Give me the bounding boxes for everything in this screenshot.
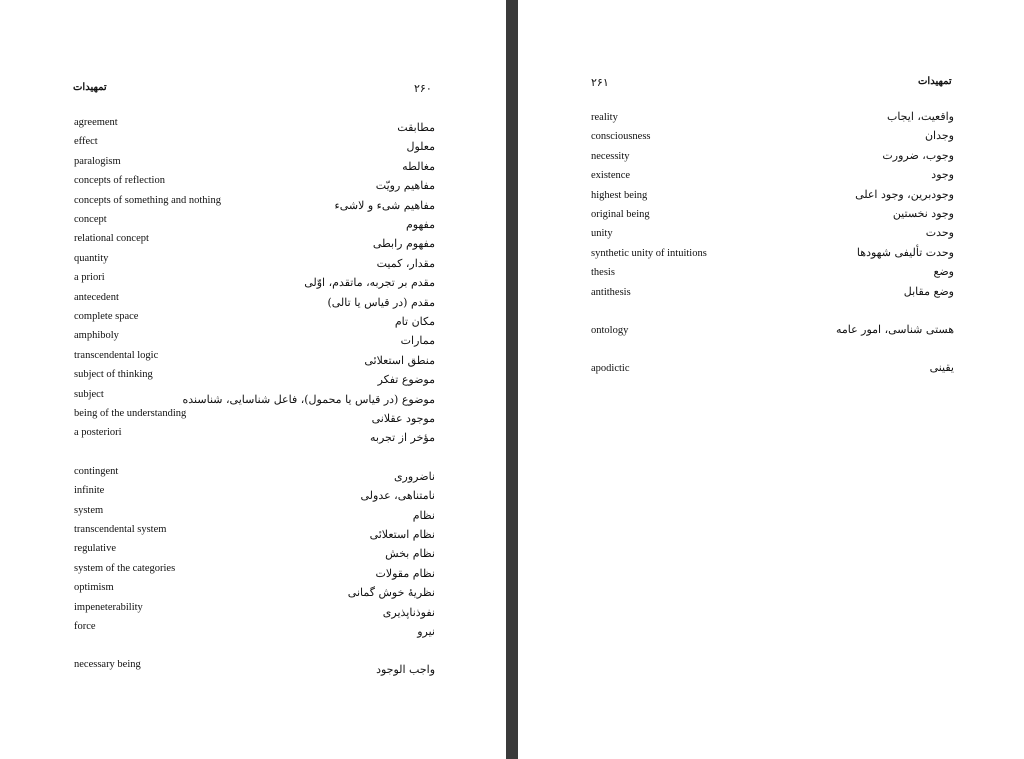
glossary-entry [0, 524, 506, 543]
glossary-entry [0, 563, 506, 582]
persian-term: نفوذناپذیری [382, 605, 435, 619]
persian-term: مؤخر از تجربه [370, 431, 435, 445]
english-term: reality [591, 112, 618, 123]
glossary-entry [0, 233, 506, 252]
english-term: being of the understanding [74, 408, 187, 419]
english-term: subject of thinking [74, 369, 153, 381]
glossary-entry [0, 253, 506, 272]
english-term: transcendental system [74, 524, 167, 535]
glossary-entry [0, 292, 506, 311]
glossary-entry [518, 284, 1024, 306]
persian-term: هستی شناسی، امور عامه [835, 323, 954, 336]
glossary-entry [0, 175, 506, 194]
persian-term: وحدت تألیفی شهودها [856, 245, 954, 259]
persian-term: وضع مقابل [903, 284, 954, 298]
persian-term: وجودبرین، وجود اعلی [855, 187, 954, 201]
glossary-entry [518, 112, 1024, 131]
persian-term: موضوع تفکر [377, 373, 435, 387]
english-term: infinite [74, 485, 105, 497]
english-term: subject [74, 388, 104, 400]
english-term: apodictic [591, 363, 630, 375]
persian-term: ممارات [400, 334, 435, 348]
glossary-entry [0, 214, 506, 233]
glossary-entry [518, 170, 1024, 189]
glossary-entry [518, 363, 1024, 382]
glossary-entry [0, 389, 506, 408]
persian-term: ناضروری [393, 469, 435, 483]
persian-term: نظام [412, 508, 435, 522]
left-running-title: تمهیدات [73, 82, 107, 93]
persian-term: وضع [933, 265, 954, 279]
glossary-entry [0, 621, 506, 640]
english-term: thesis [591, 267, 615, 279]
english-term: a posteriori [74, 427, 122, 439]
persian-term: واقعیت، ایجاب [886, 110, 954, 123]
glossary-entry [0, 602, 506, 621]
glossary-entry [518, 325, 1024, 344]
glossary-entry [518, 245, 1024, 267]
persian-term: مغالطه [402, 159, 435, 173]
english-term: antithesis [591, 286, 631, 298]
english-term: complete space [74, 311, 139, 322]
persian-term: منطق استعلائی [364, 353, 435, 367]
glossary-entry [518, 267, 1024, 286]
english-term: necessity [591, 150, 630, 162]
english-term: synthetic unity of intuitions [591, 247, 707, 259]
persian-term: موضوع (در قیاس یا محمول)، فاعل شناسایی، شناسنده [182, 392, 435, 406]
english-term: system [74, 504, 104, 516]
persian-term: وجود [931, 168, 954, 182]
glossary-entry [518, 228, 1024, 247]
persian-term: یقینی [929, 361, 954, 375]
english-term: agreement [74, 117, 118, 128]
persian-term: واجب الوجود [376, 663, 435, 677]
english-term: antecedent [74, 291, 119, 303]
english-term: contingent [74, 465, 119, 477]
english-term: effect [74, 136, 98, 148]
persian-term: مطابقت [397, 121, 435, 134]
english-term: system of the categories [74, 562, 176, 574]
glossary-entry [0, 369, 506, 388]
glossary-entry [0, 311, 506, 330]
glossary-entry [0, 582, 506, 601]
glossary-entry [518, 187, 1024, 209]
glossary-entry [0, 330, 506, 349]
book-gutter [506, 0, 518, 759]
persian-term: مقدم (در قیاس یا تالی) [327, 295, 435, 309]
glossary-entry [518, 209, 1024, 228]
english-term: optimism [74, 582, 114, 594]
glossary-entry [518, 131, 1024, 150]
persian-term: مفاهیم شیء و لاشیء [334, 198, 435, 212]
english-term: regulative [74, 543, 116, 555]
persian-term: مقدم بر تجربه، ماتقدم، اوّلی [304, 276, 435, 290]
right-page-number: ۲۶۱ [591, 76, 609, 89]
english-term: concept [74, 214, 107, 225]
english-term: a priori [74, 272, 105, 284]
glossary-entry [0, 485, 506, 504]
glossary-entry [0, 659, 506, 678]
english-term: existence [591, 170, 631, 182]
persian-term: وجدان [924, 129, 954, 143]
glossary-entry [0, 136, 506, 155]
left-page [0, 0, 506, 759]
english-term: highest being [591, 189, 648, 201]
persian-term: نظام بخش [385, 547, 435, 561]
right-running-title: تمهیدات [918, 76, 952, 87]
persian-term: وجوب، ضرورت [882, 148, 954, 162]
left-page-number: ۲۶۰ [414, 82, 432, 95]
english-term: force [74, 621, 96, 632]
english-term: ontology [591, 325, 629, 336]
persian-term: نامتناهی، عدولی [360, 489, 435, 503]
persian-term: مفاهیم رویّت [375, 179, 435, 193]
persian-term: معلول [406, 140, 435, 154]
persian-term: نظریهٔ خوش گمانی [347, 586, 435, 600]
glossary-entry [0, 543, 506, 562]
persian-term: نیرو [417, 625, 435, 638]
english-term: necessary being [74, 659, 141, 671]
glossary-entry [518, 148, 1024, 170]
persian-term: موجود عقلانی [371, 412, 435, 425]
persian-term: وجود نخستین [892, 207, 954, 220]
glossary-entry [0, 350, 506, 369]
persian-term: وحدت [925, 226, 954, 240]
glossary-entry [0, 156, 506, 175]
english-term: relational concept [74, 233, 149, 245]
glossary-entry [0, 505, 506, 524]
glossary-entry [0, 466, 506, 485]
glossary-entry [0, 117, 506, 136]
glossary-entry [0, 408, 506, 427]
glossary-entry [0, 195, 506, 214]
english-term: consciousness [591, 131, 651, 143]
english-term: transcendental logic [74, 349, 159, 361]
english-term: amphiboly [74, 330, 119, 342]
glossary-entry [0, 427, 506, 446]
english-term: original being [591, 209, 650, 220]
english-term: concepts of reflection [74, 175, 165, 187]
english-term: paralogism [74, 155, 121, 167]
persian-term: نظام مقولات [375, 566, 435, 580]
glossary-entry [0, 272, 506, 291]
english-term: concepts of something and nothing [74, 194, 221, 206]
persian-term: مکان تام [394, 315, 435, 328]
right-page [518, 0, 1024, 759]
persian-term: نظام استعلائی [369, 528, 435, 541]
english-term: quantity [74, 252, 109, 264]
persian-term: مفهوم [405, 218, 435, 231]
english-term: impeneterability [74, 601, 143, 613]
persian-term: مفهوم رابطی [372, 237, 435, 251]
english-term: unity [591, 228, 613, 240]
persian-term: مقدار، کمیت [376, 256, 435, 270]
